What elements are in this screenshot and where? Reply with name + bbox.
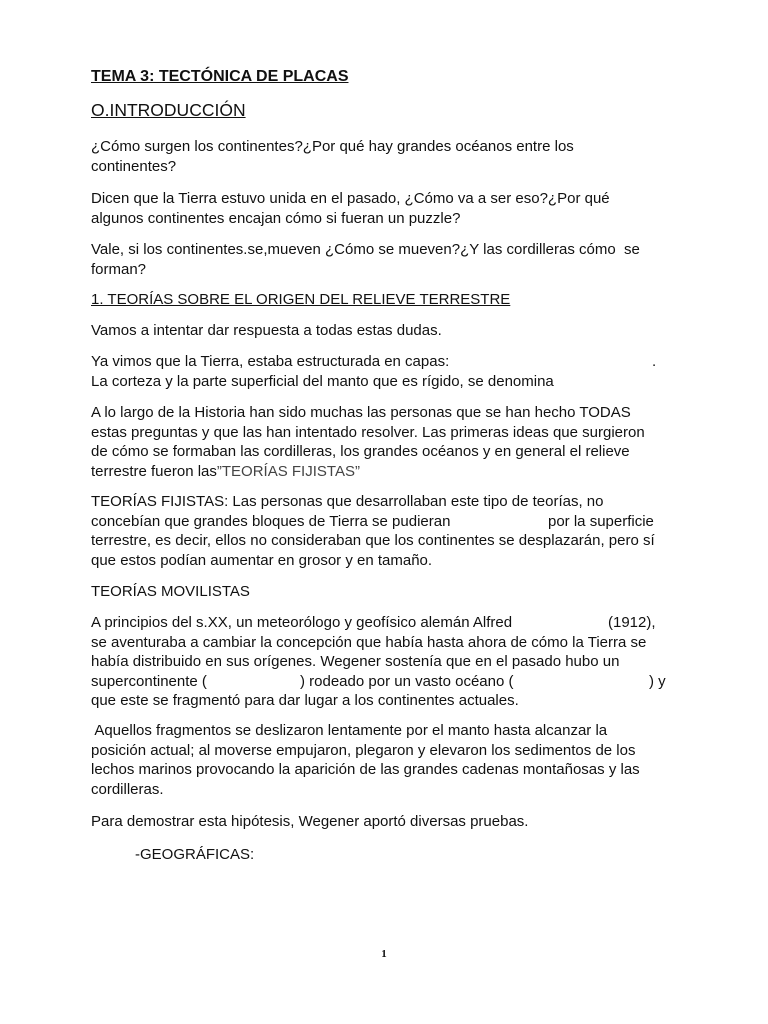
geograficas-heading: -GEOGRÁFICAS: [135,846,255,863]
paragraph-line: forman? [91,260,147,278]
paragraph-line: supercontinente ( [91,672,207,690]
fijistas-quote: ”TEORÍAS FIJISTAS” [216,462,360,480]
intro-heading: O.INTRODUCCIÓN [91,100,246,120]
paragraph-line: posición actual; al moverse empujaron, plegaron y elevaron los sedimentos de los [91,741,636,759]
paragraph-8: TEORÍAS MOVILISTAS [91,583,250,600]
paragraph-line: A principios del s.XX, un meteorólogo y geofísico alemán Alfred [91,614,513,631]
paragraph-line: estas preguntas y que las han intentado resolver. Las primeras ideas que surgieron [91,423,645,441]
paragraph-line: que estos podían aumentar en grosor y en tamaño. [91,551,433,569]
paragraph-line: se aventuraba a cambiar la concepción que había hasta ahora de cómo la Tierra se [91,633,647,651]
paragraph-line: terrestre fueron las [91,462,217,480]
paragraph-line: algunos continentes encajan cómo si fueran un puzzle? [91,209,461,227]
paragraph-line: cordilleras. [91,780,164,798]
paragraph-4: Vamos a intentar dar respuesta a todas estas dudas. [91,322,442,339]
document-title: TEMA 3: TECTÓNICA DE PLACAS [91,68,349,85]
paragraph-line-end: por la superficie [548,512,654,530]
paragraph-line: Aquellos fragmentos se deslizaron lentamente por el manto hasta alcanzar la [91,722,608,739]
paragraph-line: concebían que grandes bloques de Tierra se pudieran [91,512,451,530]
paragraph-line: La corteza y la parte superficial del manto que es rígido, se denomina [91,372,554,390]
paragraph-9 [91,613,691,711]
year-label: (1912), [608,614,656,631]
paragraph-line: Vale, si los continentes.se,mueven ¿Cómo se mueven?¿Y las cordilleras cómo se [91,241,640,258]
paragraph-2 [91,189,691,228]
paragraph-3 [91,240,691,279]
paragraph-line-end: ) y [649,672,666,690]
page-number: 1 [381,948,387,960]
paragraph-line: había distribuido en sus orígenes. Wegener sostenía que en el pasado hubo un [91,653,620,670]
blank-end-period: . [652,353,657,370]
paragraph-line: Ya vimos que la Tierra, estaba estructurada en capas: [91,353,450,370]
paragraph-line-mid: ) rodeado por un vasto océano ( [300,672,514,690]
paragraph-line: continentes? [91,157,177,175]
paragraph-line: que este se fragmentó para dar lugar a los continentes actuales. [91,692,519,709]
paragraph-5 [91,352,691,391]
paragraph-line: Dicen que la Tierra estuvo unida en el pasado, ¿Cómo va a ser eso?¿Por qué [91,190,610,207]
paragraph-line: de cómo se formaban las cordilleras, los grandes océanos y en general el relieve [91,443,630,460]
paragraph-10 [91,721,691,799]
paragraph-line: lechos marinos provocando la aparición de las grandes cadenas montañosas y las [91,761,640,778]
paragraph-line: TEORÍAS FIJISTAS: Las personas que desarrollaban este tipo de teorías, no [91,493,604,510]
paragraph-line: ¿Cómo surgen los continentes?¿Por qué hay grandes océanos entre los [91,138,574,155]
paragraph-line: A lo largo de la Historia han sido muchas las personas que se han hecho TODAS [91,404,631,421]
paragraph-1 [91,137,691,176]
paragraph-7 [91,492,691,570]
paragraph-6 [91,403,691,481]
paragraph-11: Para demostrar esta hipótesis, Wegener aportó diversas pruebas. [91,813,529,830]
section-1-heading: 1. TEORÍAS SOBRE EL ORIGEN DEL RELIEVE TERRESTRE [91,291,511,308]
paragraph-line: terrestre, es decir, ellos no consideraban que los continentes se desplazarán, pero sí [91,532,655,549]
